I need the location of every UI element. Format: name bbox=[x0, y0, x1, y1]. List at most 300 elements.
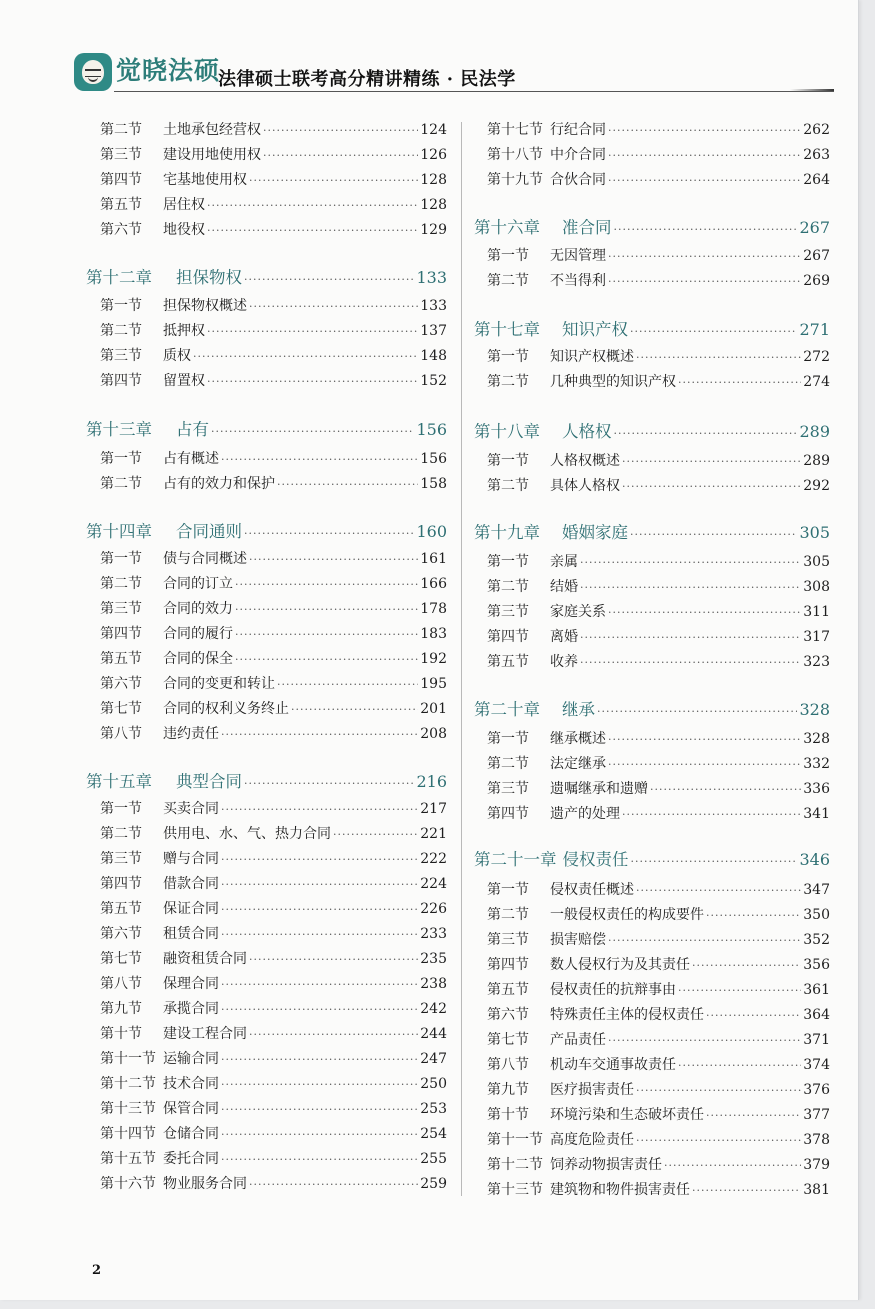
page-ref: 263 bbox=[803, 147, 830, 163]
toc-section-row bbox=[100, 874, 447, 894]
toc-section-row bbox=[100, 1149, 447, 1169]
page-ref: 128 bbox=[420, 172, 447, 188]
toc-section-row bbox=[487, 170, 830, 190]
page-ref: 341 bbox=[803, 806, 830, 822]
section-title: 债与合同概述 bbox=[163, 551, 247, 567]
leader-dots bbox=[614, 218, 798, 242]
section-number: 第九节 bbox=[487, 1082, 529, 1098]
toc-section-row bbox=[487, 980, 830, 1000]
toc-section-row bbox=[100, 321, 447, 341]
toc-section-row bbox=[100, 220, 447, 240]
section-number: 第二节 bbox=[487, 478, 529, 494]
toc-section-row bbox=[100, 449, 447, 469]
section-number: 第三节 bbox=[100, 851, 142, 867]
toc-section-row bbox=[100, 899, 447, 919]
toc-section-row bbox=[100, 145, 447, 165]
leader-dots bbox=[630, 523, 797, 547]
page-ref: 160 bbox=[416, 522, 447, 541]
leader-dots bbox=[622, 477, 801, 497]
toc-section-row bbox=[487, 627, 830, 647]
leader-dots bbox=[608, 603, 801, 623]
section-number: 第二节 bbox=[487, 374, 529, 390]
leader-dots bbox=[706, 1106, 801, 1126]
section-number: 第七节 bbox=[100, 701, 142, 717]
section-title: 承揽合同 bbox=[163, 1001, 219, 1017]
toc-section-row bbox=[487, 880, 830, 900]
page-ref: 305 bbox=[803, 554, 830, 570]
page-ref: 156 bbox=[420, 451, 447, 467]
toc-section-row bbox=[487, 347, 830, 367]
toc-section-row bbox=[100, 170, 447, 190]
leader-dots bbox=[622, 805, 801, 825]
leader-dots bbox=[207, 196, 418, 216]
leader-dots bbox=[630, 320, 797, 344]
chapter-number: 第十二章 bbox=[86, 268, 152, 287]
leader-dots bbox=[580, 553, 801, 573]
leader-dots bbox=[608, 931, 801, 951]
section-number: 第十节 bbox=[100, 1026, 142, 1042]
page-ref: 323 bbox=[803, 654, 830, 670]
leader-dots bbox=[249, 1175, 418, 1195]
page-ref: 305 bbox=[799, 523, 830, 542]
page-ref: 378 bbox=[803, 1132, 830, 1148]
page-ref: 124 bbox=[420, 122, 447, 138]
section-number: 第二节 bbox=[487, 579, 529, 595]
page-ref: 289 bbox=[799, 422, 830, 441]
section-title: 亲属 bbox=[550, 554, 578, 570]
page-ref: 292 bbox=[803, 478, 830, 494]
leader-dots bbox=[580, 653, 801, 673]
page-ref: 328 bbox=[803, 731, 830, 747]
page-ref: 269 bbox=[803, 273, 830, 289]
toc-section-row bbox=[487, 271, 830, 291]
page-ref: 332 bbox=[803, 756, 830, 772]
section-title: 物业服务合同 bbox=[163, 1176, 247, 1192]
section-title: 占有概述 bbox=[163, 451, 219, 467]
toc-section-row bbox=[487, 552, 830, 572]
section-number: 第一节 bbox=[487, 731, 529, 747]
section-title: 质权 bbox=[163, 348, 191, 364]
page-ref: 222 bbox=[420, 851, 447, 867]
section-title: 不当得利 bbox=[550, 273, 606, 289]
page-ref: 379 bbox=[803, 1157, 830, 1173]
chapter-number: 第十六章 bbox=[474, 218, 540, 237]
toc-section-row bbox=[100, 624, 447, 644]
section-number: 第六节 bbox=[100, 222, 142, 238]
chapter-number: 第十八章 bbox=[474, 422, 540, 441]
section-number: 第四节 bbox=[100, 626, 142, 642]
leader-dots bbox=[244, 522, 414, 546]
toc-section-row bbox=[487, 905, 830, 925]
section-number: 第四节 bbox=[487, 806, 529, 822]
section-title: 具体人格权 bbox=[550, 478, 620, 494]
leader-dots bbox=[608, 171, 801, 191]
leader-dots bbox=[221, 800, 418, 820]
section-number: 第一节 bbox=[100, 551, 142, 567]
leader-dots bbox=[706, 1006, 801, 1026]
toc-section-row bbox=[487, 652, 830, 672]
chapter-title: 担保物权 bbox=[176, 268, 242, 287]
toc-section-row bbox=[100, 724, 447, 744]
toc-section-row bbox=[100, 849, 447, 869]
toc-section-row bbox=[487, 1105, 830, 1125]
chapter-number: 第十三章 bbox=[86, 420, 152, 439]
section-title: 人格权概述 bbox=[550, 453, 620, 469]
section-title: 结婚 bbox=[550, 579, 578, 595]
leader-dots bbox=[221, 875, 418, 895]
section-title: 宅基地使用权 bbox=[163, 172, 247, 188]
page-ref: 161 bbox=[420, 551, 447, 567]
toc-section-row bbox=[487, 729, 830, 749]
leader-dots bbox=[636, 1131, 801, 1151]
header-rule bbox=[114, 91, 834, 92]
page-ref: 137 bbox=[420, 323, 447, 339]
page-ref: 346 bbox=[799, 850, 830, 869]
toc-chapter-row bbox=[474, 698, 830, 722]
page-ref: 253 bbox=[420, 1101, 447, 1117]
toc-section-row bbox=[487, 955, 830, 975]
toc-section-row bbox=[100, 346, 447, 366]
section-number: 第十节 bbox=[487, 1107, 529, 1123]
toc-section-row bbox=[487, 1080, 830, 1100]
section-title: 遗嘱继承和遗赠 bbox=[550, 781, 648, 797]
section-title: 收养 bbox=[550, 654, 578, 670]
page-ref: 259 bbox=[420, 1176, 447, 1192]
toc-chapter-row bbox=[474, 216, 830, 240]
leader-dots bbox=[678, 981, 801, 1001]
leader-dots bbox=[211, 420, 414, 444]
section-number: 第六节 bbox=[100, 926, 142, 942]
toc-chapter-row bbox=[86, 418, 447, 442]
section-title: 技术合同 bbox=[163, 1076, 219, 1092]
leader-dots bbox=[221, 1000, 418, 1020]
page-ref: 216 bbox=[416, 772, 447, 791]
toc-section-row bbox=[487, 1155, 830, 1175]
page-ref: 224 bbox=[420, 876, 447, 892]
section-number: 第二节 bbox=[100, 122, 142, 138]
section-number: 第二节 bbox=[487, 273, 529, 289]
leader-dots bbox=[193, 347, 418, 367]
toc-section-row bbox=[100, 371, 447, 391]
section-title: 损害赔偿 bbox=[550, 932, 606, 948]
chapter-number: 第二十章 bbox=[474, 700, 540, 719]
leader-dots bbox=[221, 900, 418, 920]
leader-dots bbox=[692, 1181, 801, 1201]
toc-section-row bbox=[487, 754, 830, 774]
toc-section-row bbox=[100, 1049, 447, 1069]
toc-section-row bbox=[487, 145, 830, 165]
section-number: 第二节 bbox=[487, 756, 529, 772]
toc-section-row bbox=[100, 1074, 447, 1094]
leader-dots bbox=[244, 268, 414, 292]
section-title: 特殊责任主体的侵权责任 bbox=[550, 1007, 704, 1023]
toc-section-row bbox=[487, 779, 830, 799]
section-title: 合同的效力 bbox=[163, 601, 233, 617]
leader-dots bbox=[235, 650, 418, 670]
section-title: 合同的保全 bbox=[163, 651, 233, 667]
chapter-number: 第十五章 bbox=[86, 772, 152, 791]
section-number: 第十二节 bbox=[487, 1157, 543, 1173]
section-number: 第九节 bbox=[100, 1001, 142, 1017]
section-number: 第一节 bbox=[100, 298, 142, 314]
section-title: 土地承包经营权 bbox=[163, 122, 261, 138]
section-number: 第二节 bbox=[100, 323, 142, 339]
toc-section-row bbox=[487, 804, 830, 824]
leader-dots bbox=[580, 578, 801, 598]
chapter-title: 知识产权 bbox=[562, 320, 628, 339]
section-title: 数人侵权行为及其责任 bbox=[550, 957, 690, 973]
chapter-title: 合同通则 bbox=[176, 522, 242, 541]
leader-dots bbox=[333, 825, 418, 845]
section-number: 第十六节 bbox=[100, 1176, 156, 1192]
toc-chapter-row bbox=[86, 520, 447, 544]
section-title: 行纪合同 bbox=[550, 122, 606, 138]
section-title: 侵权责任的抗辩事由 bbox=[550, 982, 676, 998]
page-ref: 271 bbox=[799, 320, 830, 339]
section-title: 合同的订立 bbox=[163, 576, 233, 592]
toc-section-row bbox=[487, 1030, 830, 1050]
section-number: 第十三节 bbox=[487, 1182, 543, 1198]
toc-section-row bbox=[100, 120, 447, 140]
section-number: 第二节 bbox=[100, 826, 142, 842]
toc-section-row bbox=[100, 574, 447, 594]
page-number: 2 bbox=[92, 1263, 102, 1278]
page-ref: 221 bbox=[420, 826, 447, 842]
section-number: 第一节 bbox=[487, 349, 529, 365]
page-ref: 129 bbox=[420, 222, 447, 238]
leader-dots bbox=[207, 221, 418, 241]
section-number: 第四节 bbox=[487, 629, 529, 645]
section-title: 离婚 bbox=[550, 629, 578, 645]
leader-dots bbox=[249, 297, 418, 317]
chapter-title: 继承 bbox=[562, 700, 595, 719]
section-number: 第一节 bbox=[100, 451, 142, 467]
section-number: 第十二节 bbox=[100, 1076, 156, 1092]
series-title: 法律硕士联考高分精讲精练 · 民法学 bbox=[218, 69, 516, 90]
section-title: 占有的效力和保护 bbox=[163, 476, 275, 492]
leader-dots bbox=[608, 755, 801, 775]
chapter-number: 第十四章 bbox=[86, 522, 152, 541]
section-number: 第二节 bbox=[100, 576, 142, 592]
section-title: 合伙合同 bbox=[550, 172, 606, 188]
leader-dots bbox=[221, 975, 418, 995]
leader-dots bbox=[235, 625, 418, 645]
page-ref: 201 bbox=[420, 701, 447, 717]
page-ref: 289 bbox=[803, 453, 830, 469]
leader-dots bbox=[650, 780, 801, 800]
section-title: 知识产权概述 bbox=[550, 349, 634, 365]
section-number: 第四节 bbox=[487, 957, 529, 973]
section-number: 第一节 bbox=[100, 801, 142, 817]
section-title: 几种典型的知识产权 bbox=[550, 374, 676, 390]
leader-dots bbox=[580, 628, 801, 648]
section-number: 第八节 bbox=[487, 1057, 529, 1073]
section-title: 融资租赁合同 bbox=[163, 951, 247, 967]
toc-section-row bbox=[487, 1180, 830, 1200]
chapter-title: 侵权责任 bbox=[562, 850, 629, 869]
leader-dots bbox=[207, 372, 418, 392]
page-ref: 267 bbox=[803, 248, 830, 264]
section-title: 侵权责任概述 bbox=[550, 882, 634, 898]
section-title: 建设工程合同 bbox=[163, 1026, 247, 1042]
toc-section-row bbox=[100, 949, 447, 969]
page-ref: 158 bbox=[420, 476, 447, 492]
section-number: 第一节 bbox=[487, 453, 529, 469]
section-title: 家庭关系 bbox=[550, 604, 606, 620]
leader-dots bbox=[608, 247, 801, 267]
leader-dots bbox=[207, 322, 418, 342]
section-number: 第五节 bbox=[100, 901, 142, 917]
page-ref: 128 bbox=[420, 197, 447, 213]
section-title: 产品责任 bbox=[550, 1032, 606, 1048]
page-ref: 195 bbox=[420, 676, 447, 692]
page-ref: 262 bbox=[803, 122, 830, 138]
section-title: 合同的履行 bbox=[163, 626, 233, 642]
page-ref: 192 bbox=[420, 651, 447, 667]
toc-section-row bbox=[100, 924, 447, 944]
page-ref: 133 bbox=[416, 268, 447, 287]
page-ref: 377 bbox=[803, 1107, 830, 1123]
section-title: 保证合同 bbox=[163, 901, 219, 917]
section-number: 第五节 bbox=[487, 654, 529, 670]
page-ref: 183 bbox=[420, 626, 447, 642]
chapter-title: 准合同 bbox=[562, 218, 612, 237]
toc-section-row bbox=[487, 930, 830, 950]
leader-dots bbox=[221, 725, 418, 745]
toc-section-row bbox=[487, 1130, 830, 1150]
leader-dots bbox=[636, 1081, 801, 1101]
section-number: 第十九节 bbox=[487, 172, 543, 188]
column-divider bbox=[461, 122, 462, 1196]
page-ref: 264 bbox=[803, 172, 830, 188]
section-title: 继承概述 bbox=[550, 731, 606, 747]
leader-dots bbox=[221, 1075, 418, 1095]
page-ref: 376 bbox=[803, 1082, 830, 1098]
toc-section-row bbox=[100, 296, 447, 316]
section-title: 运输合同 bbox=[163, 1051, 219, 1067]
toc-section-row bbox=[487, 372, 830, 392]
section-number: 第一节 bbox=[487, 882, 529, 898]
section-title: 违约责任 bbox=[163, 726, 219, 742]
leader-dots bbox=[597, 700, 797, 724]
leader-dots bbox=[263, 121, 418, 141]
toc-section-row bbox=[487, 246, 830, 266]
leader-dots bbox=[221, 1050, 418, 1070]
toc-chapter-row bbox=[474, 521, 830, 545]
toc-section-row bbox=[100, 649, 447, 669]
header-rule-accent bbox=[790, 89, 834, 91]
page-ref: 350 bbox=[803, 907, 830, 923]
section-number: 第十一节 bbox=[487, 1132, 543, 1148]
section-number: 第五节 bbox=[100, 197, 142, 213]
leader-dots bbox=[636, 348, 801, 368]
leader-dots bbox=[631, 850, 798, 874]
page-ref: 166 bbox=[420, 576, 447, 592]
chapter-title: 典型合同 bbox=[176, 772, 242, 791]
leader-dots bbox=[692, 956, 801, 976]
toc-section-row bbox=[100, 195, 447, 215]
page-ref: 381 bbox=[803, 1182, 830, 1198]
toc-section-row bbox=[100, 1124, 447, 1144]
section-number: 第六节 bbox=[487, 1007, 529, 1023]
leader-dots bbox=[664, 1156, 801, 1176]
section-title: 仓储合同 bbox=[163, 1126, 219, 1142]
leader-dots bbox=[608, 121, 801, 141]
page-ref: 328 bbox=[799, 700, 830, 719]
toc-section-row bbox=[487, 577, 830, 597]
section-number: 第八节 bbox=[100, 976, 142, 992]
toc-section-row bbox=[100, 599, 447, 619]
page-ref: 217 bbox=[420, 801, 447, 817]
page-ref: 254 bbox=[420, 1126, 447, 1142]
leader-dots bbox=[614, 422, 798, 446]
section-title: 地役权 bbox=[163, 222, 205, 238]
leader-dots bbox=[221, 450, 418, 470]
section-title: 一般侵权责任的构成要件 bbox=[550, 907, 704, 923]
section-number: 第十三节 bbox=[100, 1101, 156, 1117]
leader-dots bbox=[277, 475, 418, 495]
page-ref: 336 bbox=[803, 781, 830, 797]
page-ref: 272 bbox=[803, 349, 830, 365]
page-ref: 267 bbox=[799, 218, 830, 237]
toc-section-row bbox=[100, 999, 447, 1019]
page-ref: 374 bbox=[803, 1057, 830, 1073]
brand-name: 觉晓法硕 bbox=[116, 56, 221, 85]
leader-dots bbox=[235, 575, 418, 595]
leader-dots bbox=[608, 272, 801, 292]
page-ref: 235 bbox=[420, 951, 447, 967]
section-number: 第一节 bbox=[487, 248, 529, 264]
section-number: 第三节 bbox=[487, 781, 529, 797]
section-title: 法定继承 bbox=[550, 756, 606, 772]
chapter-title: 人格权 bbox=[562, 422, 612, 441]
section-number: 第四节 bbox=[100, 172, 142, 188]
section-title: 委托合同 bbox=[163, 1151, 219, 1167]
toc-section-row bbox=[100, 674, 447, 694]
section-number: 第一节 bbox=[487, 554, 529, 570]
page-ref: 226 bbox=[420, 901, 447, 917]
page-ref: 311 bbox=[803, 604, 830, 620]
leader-dots bbox=[608, 730, 801, 750]
toc-chapter-row bbox=[86, 770, 447, 794]
toc-section-row bbox=[487, 120, 830, 140]
chapter-number: 第十九章 bbox=[474, 523, 540, 542]
page-ref: 242 bbox=[420, 1001, 447, 1017]
section-title: 居住权 bbox=[163, 197, 205, 213]
page-ref: 364 bbox=[803, 1007, 830, 1023]
section-title: 机动车交通事故责任 bbox=[550, 1057, 676, 1073]
toc-section-row bbox=[100, 1174, 447, 1194]
section-title: 医疗损害责任 bbox=[550, 1082, 634, 1098]
chapter-number: 第二十一章 bbox=[474, 850, 557, 869]
page-ref: 133 bbox=[420, 298, 447, 314]
leader-dots bbox=[249, 550, 418, 570]
toc-chapter-row bbox=[86, 266, 447, 290]
section-number: 第七节 bbox=[100, 951, 142, 967]
section-number: 第三节 bbox=[487, 604, 529, 620]
section-title: 环境污染和生态破坏责任 bbox=[550, 1107, 704, 1123]
section-title: 建筑物和物件损害责任 bbox=[550, 1182, 690, 1198]
toc-section-row bbox=[487, 1055, 830, 1075]
page-ref: 347 bbox=[803, 882, 830, 898]
leader-dots bbox=[291, 700, 418, 720]
section-title: 保理合同 bbox=[163, 976, 219, 992]
section-title: 担保物权概述 bbox=[163, 298, 247, 314]
section-title: 合同的权利义务终止 bbox=[163, 701, 289, 717]
section-number: 第十五节 bbox=[100, 1151, 156, 1167]
section-title: 借款合同 bbox=[163, 876, 219, 892]
leader-dots bbox=[221, 850, 418, 870]
